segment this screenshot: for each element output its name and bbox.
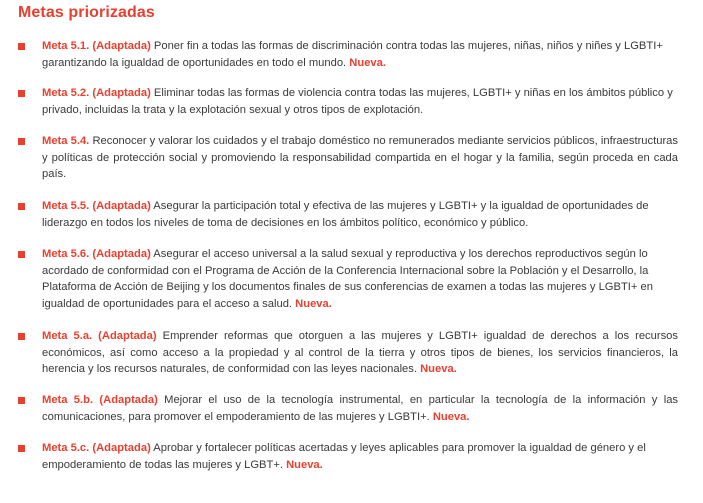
- goal-label: Meta 5.1. (Adaptada): [42, 40, 151, 52]
- goal-item-5-4: [18, 133, 678, 183]
- goal-item-5-6: [18, 246, 678, 312]
- goal-description: Asegurar el acceso universal a la salud sexual y reproductiva y los derechos reproductivos según lo acordado de conformidad con el Programa de Acción de la Conferencia Internacional sobre la Población y el Desarrollo, la Plataforma de Acción de Beijing y los documentos finales de sus conferencias de examen a todas las mujeres y LGBTI+ en igualdad de oportunidades para el acceso a salud.: [42, 248, 653, 310]
- goal-item-5-2: [18, 85, 678, 118]
- goal-item-5-1: [18, 38, 678, 71]
- goal-label: Meta 5.2. (Adaptada): [42, 87, 151, 99]
- goal-text: [42, 246, 678, 312]
- goal-item-5-c: [18, 440, 678, 473]
- goal-description: Poner fin a todas las formas de discriminación contra todas las mujeres, niñas, niños y niñes y LGBTI+ garantizando la igualdad de oportunidades en todo el mundo.: [42, 40, 663, 69]
- goal-text: [42, 440, 678, 473]
- new-tag: Nueva.: [420, 363, 457, 375]
- square-bullet-icon: [18, 90, 25, 97]
- goal-label: Meta 5.b. (Adaptada): [42, 394, 158, 406]
- new-tag: Nueva.: [295, 297, 332, 310]
- goal-description: Mejorar el uso de la tecnología instrumental, en particular la tecnología de la información y las comunicaciones, para promover el empoderamiento de las mujeres y LGBTI+.: [42, 394, 679, 423]
- goal-description: Aprobar y fortalecer políticas acertadas y leyes aplicables para promover la igualdad de género y el empoderamiento de todas las mujeres y LGBT+.: [42, 442, 646, 471]
- square-bullet-icon: [18, 397, 25, 404]
- square-bullet-icon: [18, 203, 25, 210]
- goal-item-5-a: [18, 328, 678, 378]
- goal-text: [42, 392, 678, 425]
- goal-item-5-b: [18, 392, 678, 425]
- goal-text: [42, 38, 678, 71]
- new-tag: Nueva.: [432, 410, 470, 423]
- goal-description: Emprender reformas que otorguen a las mujeres y LGBTI+ igualdad de derechos a los recursos económicos, así como acceso a la propiedad y al control de la tierra y otros tipos de bienes, los servicios financieros, la herencia y los recursos naturales, de conformidad con las leyes nacionales.: [42, 330, 678, 375]
- goal-text: [42, 85, 678, 118]
- square-bullet-icon: [18, 251, 25, 258]
- goal-label: Meta 5.c. (Adaptada): [42, 442, 151, 454]
- section-title: Metas priorizadas: [18, 4, 155, 21]
- goal-text: [42, 198, 678, 231]
- goal-description: Reconocer y valorar los cuidados y el trabajo doméstico no remunerados mediante servicios públicos, infraestructuras y políticas de protección social y promoviendo la responsabilidad compartida en el hogar y la familia, según proceda en cada país.: [42, 135, 678, 180]
- square-bullet-icon: [18, 445, 25, 452]
- goal-text: [42, 328, 678, 378]
- new-tag: Nueva.: [286, 458, 323, 471]
- goal-label: Meta 5.a. (Adaptada): [42, 330, 157, 342]
- goal-label: Meta 5.4.: [42, 135, 90, 147]
- goal-label: Meta 5.6. (Adaptada): [42, 248, 151, 260]
- square-bullet-icon: [18, 138, 25, 145]
- goal-item-5-5: [18, 198, 678, 231]
- goal-label: Meta 5.5. (Adaptada): [42, 200, 151, 212]
- goal-text: [42, 133, 678, 183]
- square-bullet-icon: [18, 43, 25, 50]
- square-bullet-icon: [18, 333, 25, 340]
- new-tag: Nueva.: [349, 56, 386, 69]
- goal-description: Asegurar la participación total y efectiva de las mujeres y LGBTI+ y la igualdad de oportunidades de liderazgo en todos los niveles de toma de decisiones en los ámbitos político, económico y público.: [42, 200, 649, 229]
- goal-description: Eliminar todas las formas de violencia contra todas las mujeres, LGBTI+ y niñas en los ámbitos público y privado, incluidas la trata y la explotación sexual y otros tipos de explotación.: [42, 87, 673, 116]
